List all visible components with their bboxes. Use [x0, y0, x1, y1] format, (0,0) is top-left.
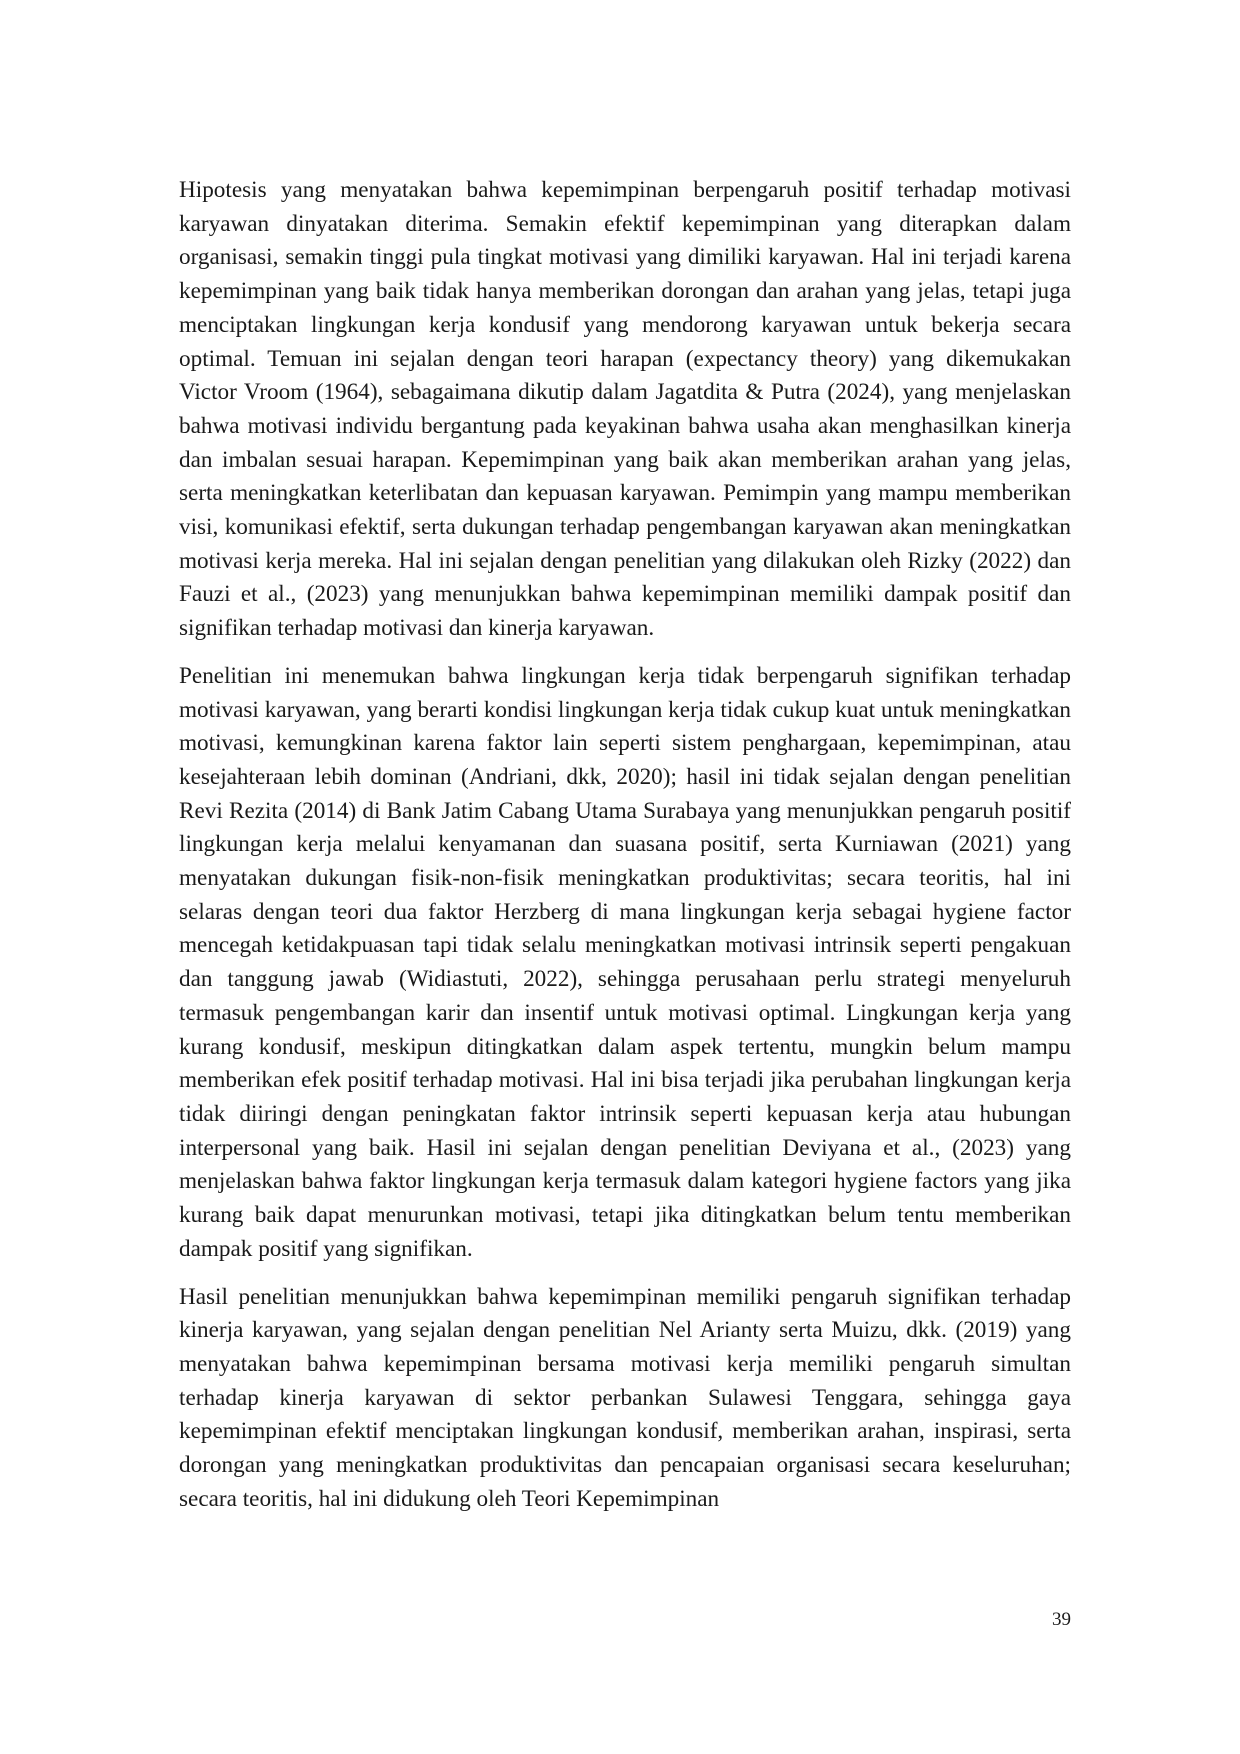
page-number: 39	[1052, 1609, 1071, 1630]
paragraph-leadership-motivation: Hipotesis yang menyatakan bahwa kepemimpinan berpengaruh positif terhadap motivasi karyawan dinyatakan diterima. Semakin efektif kepemimpinan yang diterapkan dalam organisasi, semakin tinggi pula tingkat motivasi yang dimiliki karyawan. Hal ini terjadi karena kepemimpinan yang baik tidak hanya memberikan dorongan dan arahan yang jelas, tetapi juga menciptakan lingkungan kerja kondusif yang mendorong karyawan untuk bekerja secara optimal. Temuan ini sejalan dengan teori harapan (expectancy theory) yang dikemukakan Victor Vroom (1964), sebagaimana dikutip dalam Jagatdita & Putra (2024), yang menjelaskan bahwa motivasi individu bergantung pada keyakinan bahwa usaha akan menghasilkan kinerja dan imbalan sesuai harapan. Kepemimpinan yang baik akan memberikan arahan yang jelas, serta meningkatkan keterlibatan dan kepuasan karyawan. Pemimpin yang mampu memberikan visi, komunikasi efektif, serta dukungan terhadap pengembangan karyawan akan meningkatkan motivasi kerja mereka. Hal ini sejalan dengan penelitian yang dilakukan oleh Rizky (2022) dan Fauzi et al., (2023) yang menunjukkan bahwa kepemimpinan memiliki dampak positif dan signifikan terhadap motivasi dan kinerja karyawan.	[179, 177, 1071, 642]
body-text	[179, 174, 1071, 1530]
paragraph-leadership-performance: Hasil penelitian menunjukkan bahwa kepemimpinan memiliki pengaruh signifikan terhadap kinerja karyawan, yang sejalan dengan penelitian Nel Arianty serta Muizu, dkk. (2019) yang menyatakan bahwa kepemimpinan bersama motivasi kerja memiliki pengaruh simultan terhadap kinerja karyawan di sektor perbankan Sulawesi Tenggara, sehingga gaya kepemimpinan efektif menciptakan lingkungan kondusif, memberikan arahan, inspirasi, serta dorongan yang meningkatkan produktivitas dan pencapaian organisasi secara keseluruhan; secara teoritis, hal ini didukung oleh Teori Kepemimpinan	[179, 1283, 1071, 1512]
paragraph-work-environment: Penelitian ini menemukan bahwa lingkungan kerja tidak berpengaruh signifikan terhadap motivasi karyawan, yang berarti kondisi lingkungan kerja tidak cukup kuat untuk meningkatkan motivasi, kemungkinan karena faktor lain seperti sistem penghargaan, kepemimpinan, atau kesejahteraan lebih dominan (Andriani, dkk, 2020); hasil ini tidak sejalan dengan penelitian Revi Rezita (2014) di Bank Jatim Cabang Utama Surabaya yang menunjukkan pengaruh positif lingkungan kerja melalui kenyamanan dan suasana positif, serta Kurniawan (2021) yang menyatakan dukungan fisik-non-fisik meningkatkan produktivitas; secara teoritis, hal ini selaras dengan teori dua faktor Herzberg di mana lingkungan kerja sebagai hygiene factor mencegah ketidakpuasan tapi tidak selalu meningkatkan motivasi intrinsik seperti pengakuan dan tanggung jawab (Widiastuti, 2022), sehingga perusahaan perlu strategi menyeluruh termasuk pengembangan karir dan insentif untuk motivasi optimal. Lingkungan kerja yang kurang kondusif, meskipun ditingkatkan dalam aspek tertentu, mungkin belum mampu memberikan efek positif terhadap motivasi. Hal ini bisa terjadi jika perubahan lingkungan kerja tidak diiringi dengan peningkatan faktor intrinsik seperti kepuasan kerja atau hubungan interpersonal yang baik. Hasil ini sejalan dengan penelitian Deviyana et al., (2023) yang menjelaskan bahwa faktor lingkungan kerja termasuk dalam kategori hygiene factors yang jika kurang baik dapat menurunkan motivasi, tetapi jika ditingkatkan belum tentu memberikan dampak positif yang signifikan.	[179, 662, 1071, 1262]
